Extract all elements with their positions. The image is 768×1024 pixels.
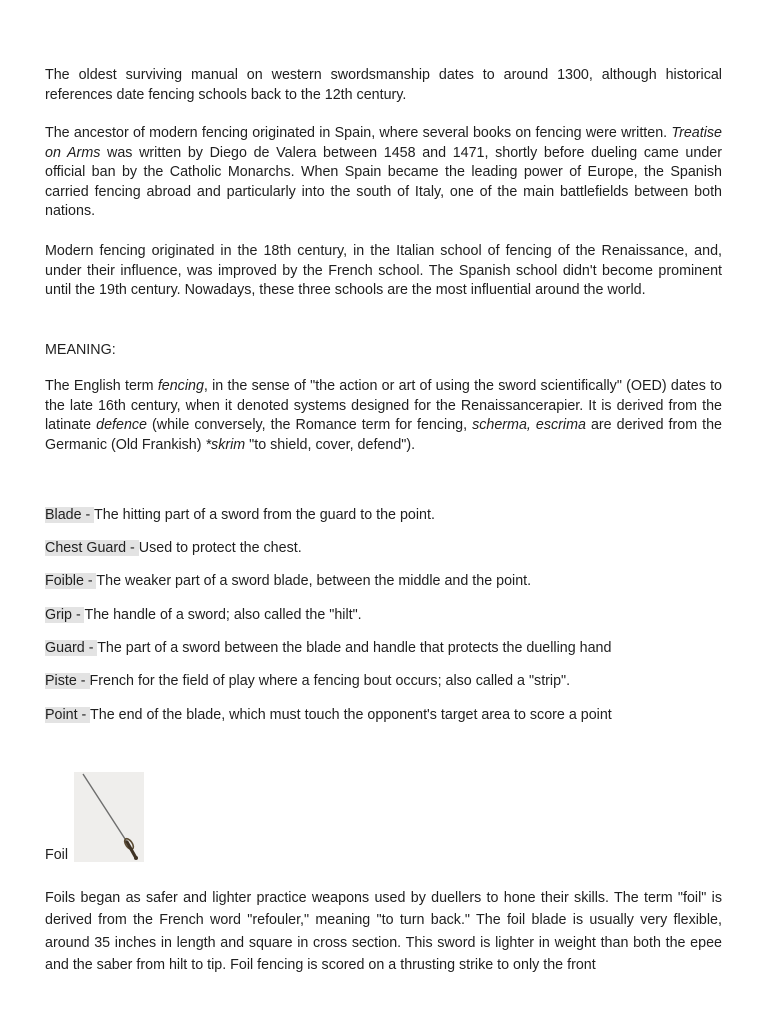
glossary-item-blade <box>45 506 435 526</box>
meaning-text-a: The English term <box>45 378 158 394</box>
glossary-definition: The end of the blade, which must touch the opponent's target area to score a point <box>90 707 612 723</box>
meaning-italic-scherma: scherma, escrima <box>472 417 586 434</box>
treatise-title: Treatise on Arms <box>45 125 722 161</box>
paragraph-meaning <box>45 377 722 455</box>
glossary-item-guard <box>45 639 611 659</box>
paragraph-modern-fencing: Modern fencing originated in the 18th century, in the Italian school of fencing of the Renaissance, and, under their influence, was improved by the French school. The Spanish school didn't become prominent until the 19th century. Nowadays, these three schools are the most influential around the world. <box>45 243 722 299</box>
glossary-term: Foible - <box>45 573 97 589</box>
glossary-definition: The handle of a sword; also called the "hilt". <box>84 607 362 623</box>
glossary-item-point <box>45 706 612 726</box>
glossary-definition: The hitting part of a sword from the guard to the point. <box>94 507 435 523</box>
paragraph-ancestor-text-b: was written by Diego de Valera between 1458 and 1471, shortly before dueling came under official ban by the Catholic Monarchs. When Spain became the leading power of Europe, the Spanish carried fencing abroad and particularly into the south of Italy, one of the main battlefields between both nations. <box>45 144 722 220</box>
meaning-italic-defence: defence <box>96 417 148 434</box>
glossary-term: Guard - <box>45 640 98 656</box>
foil-sword-photo <box>74 772 144 862</box>
paragraph-foil-description: Foils began as safer and lighter practice weapons used by duellers to hone their skills. The term "foil" is derived from the French word "refouler," meaning "to turn back." The foil blade is usually very flexible, around 35 inches in length and square in cross section. This sword is lighter in weight than both the epee and the saber from hilt to tip. Foil fencing is scored on a thrusting strike to only the front <box>45 890 722 974</box>
glossary-definition: Used to protect the chest. <box>138 540 302 556</box>
meaning-italic-skrim: *skrim <box>205 436 246 453</box>
meaning-text-e: "to shield, cover, defend"). <box>245 436 416 453</box>
glossary-term: Piste - <box>45 673 90 689</box>
foil-label: Foil <box>45 847 69 863</box>
glossary-term: Grip - <box>45 607 85 623</box>
meaning-italic-fencing: fencing <box>157 378 204 394</box>
meaning-text-b: , in the sense of "the action or art of using the sword scientifically" (OED) dates to the late 16th century, when it denoted systems designed for the Renaissancerapier. It is derived from the latinate <box>45 378 722 434</box>
paragraph-oldest-manual: The oldest surviving manual on western swordsmanship dates to around 1300, although historical references date fencing schools back to the 12th century. <box>45 67 722 103</box>
glossary-definition: French for the field of play where a fencing bout occurs; also called a "strip". <box>89 673 571 689</box>
glossary-item-chest-guard <box>45 539 302 559</box>
foil-sword-icon <box>74 772 144 862</box>
glossary-definition: The part of a sword between the blade and handle that protects the duelling hand <box>97 640 612 656</box>
paragraph-ancestor <box>45 124 722 222</box>
glossary-item-grip <box>45 606 362 626</box>
paragraph-ancestor-text-a: The ancestor of modern fencing originated in Spain, where several books on fencing were written. <box>45 125 672 141</box>
glossary-item-foible <box>45 572 531 592</box>
glossary-term: Point - <box>45 707 91 723</box>
glossary-definition: The weaker part of a sword blade, between the middle and the point. <box>96 573 532 589</box>
meaning-text-d: are derived from the Germanic (Old Frankish) <box>45 417 723 453</box>
glossary-item-piste <box>45 672 570 692</box>
meaning-text-c: (while conversely, the Romance term for fencing, <box>147 417 473 434</box>
glossary-term: Blade - <box>45 507 95 523</box>
meaning-heading: MEANING: <box>45 342 116 358</box>
glossary-term: Chest Guard - <box>45 540 139 556</box>
